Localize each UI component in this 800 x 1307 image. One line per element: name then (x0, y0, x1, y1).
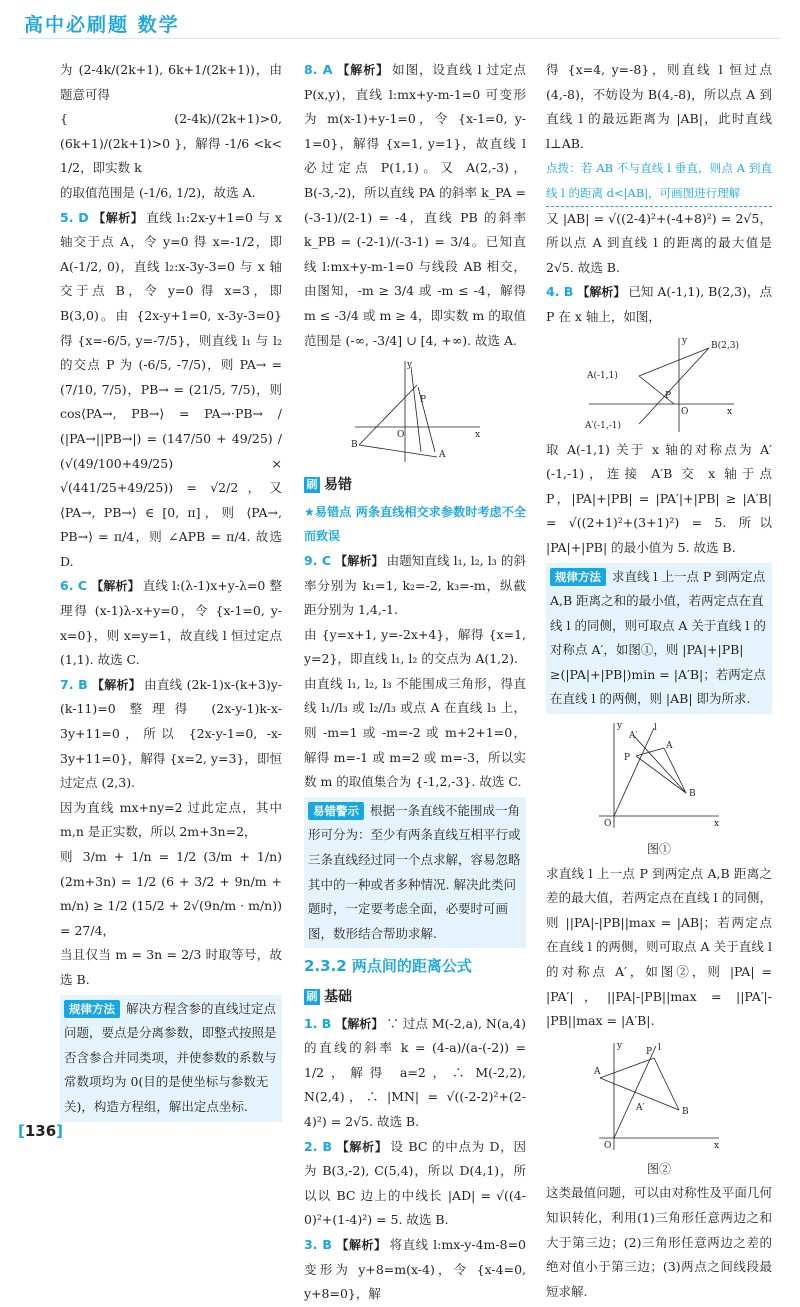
analysis-tag: 【解析】 (577, 285, 626, 300)
paragraph: 的取值范围是 (-1/6, 1/2)，故选 A. (60, 184, 256, 200)
figure-caption: 图② (646, 1161, 671, 1176)
point-label-a-prime: A′(-1,-1) (585, 420, 621, 431)
point-label-b: B (351, 440, 358, 451)
figure-q4 (579, 334, 739, 434)
column-2 (304, 58, 526, 1307)
question-7 (60, 673, 282, 796)
point-label-b: B(2,3) (711, 340, 739, 351)
method-text: 解决方程含参的直线过定点问题，要点是分离参数，即整式按照是否含参合并同类项，并使参数的系数与常数项均为 0(目的是使坐标与参数无关)，构造方程组，解出定点坐标. (64, 1000, 277, 1114)
question-text: 直线 l:(λ-1)x+y-λ=0 整理得 (x-1)λ-x+y=0，令 {x-1=0, y-x=0}，则 x=y=1，故直线 l 恒过定点 (1,1). 故选 C. (60, 578, 282, 668)
origin-label: O (681, 406, 689, 417)
section-icon: 刷 (304, 477, 320, 493)
analysis-tag: 【解析】 (335, 1237, 387, 1252)
question-number: 6. C (60, 578, 88, 594)
analysis-tag: 【解析】 (92, 210, 144, 225)
basic-question-2 (304, 1135, 526, 1233)
method-box (60, 995, 282, 1122)
paragraph: 为 (2-4k/(2k+1), 6k+1/(2k+1))，由题意可得 (60, 62, 282, 102)
question-text: 由题知直线 l₁, l₂, l₃ 的斜率分别为 k₁=1, k₂=-2, k₃=-m，纵截距分别为 1,4,-1. (304, 552, 526, 618)
question-number: 8. A (304, 62, 333, 77)
question-text: 由直线 (2k-1)x-(k+3)y-(k-11)=0 整理得 (2x-y-1)k-x-3y+11=0，所以 {2x-y-1=0, -x-3y+11=0}，解得 {x=2, y=3}，即恒过定点 (2,3). (60, 676, 283, 791)
question-text: 设 BC 的中点为 D，因为 B(3,-2), C(5,4)，所以 D(4,1)，所以以 BC 边上的中线长 |AD| = √((4-0)²+(1-4)²) = 5. 故选 B. (304, 1138, 526, 1228)
paragraph: { (2-4k)/(2k+1)>0, (6k+1)/(2k+1)>0 }，解得 -1/6 <k< 1/2，即实数 k (60, 111, 282, 176)
point-label-p: P (624, 753, 631, 764)
point-label-a-prime: A′ (629, 731, 638, 742)
analysis-tag: 【解析】 (91, 579, 140, 594)
page-header (20, 6, 780, 39)
axis-label-y: y (682, 335, 688, 346)
analysis-tag: 【解析】 (336, 1139, 388, 1154)
column-3 (546, 58, 772, 1304)
figure-1 (594, 718, 724, 833)
axis-label-x: x (475, 430, 481, 441)
question-text: 已知 A(-1,1), B(2,3)，点 P 在 x 轴上，如图， (546, 284, 772, 324)
question-text: 如图，设直线 l 过定点 P(x,y)，直线 l:mx+y-m-1=0 可变形为 m(x-1)+y-1=0，令 {x-1=0, y-1=0}，解得 {x=1, y=1}，故直线 l 必过定点 P(1,1)。又 A(2,-3)，B(-3,-2)，所以直线 PA 的斜率 k_PA = (-3-1)/(2-1) = -4，直线 PB 的斜率 k_PB = (-2-1)/(-3-1) = 3/4。已知直线 l:mx+y-m-1=0 与线段 AB 相交，由图知，-m ≥ 3/4 或 -m ≤ -4，解得 m ≤ -3/4 或 m ≥ 4，即实数 m 的取值范围是 (-∞, -3/4] ∪ [4, +∞). 故选 A. (304, 62, 526, 348)
point-label-p: P (665, 390, 672, 401)
warning-box (304, 797, 526, 949)
basic-question-1 (304, 1012, 526, 1135)
question-8 (304, 58, 526, 353)
question-9 (304, 549, 526, 623)
analysis-tag: 【解析】 (336, 63, 390, 77)
axis-label-y: y (407, 360, 413, 371)
origin-label: O (604, 819, 612, 830)
method-text: 求直线 l 上一点 P 到两定点 A,B 距离之和的最小值，若两定点在直线 l 的同侧，则可取点 A 关于直线 l 的对称点 A′，如图①，则 |PA|+|PB|≥(|PA|+|PB|)min = |A′B|；若两定点在直线 l 的两侧，则 |AB| 即为所求. (550, 568, 766, 707)
axis-label-x: x (714, 819, 720, 830)
axis-label-y: y (617, 1040, 623, 1051)
question-number: 9. C (304, 552, 332, 568)
basic-question-3 (304, 1233, 526, 1307)
question-number: 3. B (304, 1236, 332, 1252)
analysis-tag: 【解析】 (335, 1016, 384, 1031)
question-number: 1. B (304, 1015, 332, 1031)
section-icon: 刷 (304, 989, 320, 1005)
point-label-b: B (682, 1106, 689, 1117)
paragraph: 又 |AB| = √((2-4)²+(-4+8)²) = 2√5，所以点 A 到直线 l 的距离的最大值是 2√5. 故选 B. (546, 210, 772, 275)
point-label-a: A (594, 1066, 601, 1077)
warning-label: 易错警示 (308, 802, 364, 820)
paragraph: 因为直线 mx+ny=2 过此定点，其中 m,n 是正实数，所以 2m+3n=2， (60, 799, 282, 840)
warning-text: 根据一条直线不能围成一角形可分为：至少有两条直线互相平行或三条直线经过同一个点求解，容易忽略其中的一种或者多种情况. 解决此类问题时，一定要考虑全面，必要时可画图，数形结合帮助求解. (308, 802, 521, 941)
question-text: ∵ 过点 M(-2,a), N(a,4) 的直线的斜率 k = (4-a)/(a-(-2)) = 1/2，解得 a=2，∴ M(-2,2), N(2,4)，∴ |MN| = √((-2-2)²+(2-4)²) = 2√5. 故选 B. (304, 1015, 526, 1129)
paragraph: 当且仅当 m = 3n = 2/3 时取等号，故选 B. (60, 947, 282, 987)
paragraph: 则 3/m + 1/n = 1/2 (3/m + 1/n)(2m+3n) = 1/2 (6 + 3/2 + 9n/m + m/n) ≥ 1/2 (15/2 + 2√(9n/m · m/n)) = 27/4， (60, 849, 282, 938)
figure-caption: 图① (646, 842, 671, 857)
paragraph: 由直线 l₁, l₂, l₃ 不能围成三角形，得直线 l₁//l₃ 或 l₂//l₃ 或点 A 在直线 l₃ 上，则 -m=1 或 -m=-2 或 m+2+1=0，解得 m=-1 或 m=2 或 m=-3，所以实数 m 的取值集合为 {-1,2,-3}. 故选 C. (304, 675, 526, 790)
section-easy-wrong (304, 473, 526, 498)
point-label-p: P (420, 395, 427, 406)
question-number: 2. B (304, 1138, 333, 1154)
analysis-tag: 【解析】 (91, 677, 142, 692)
question-text: 直线 l₁:2x-y+1=0 与 x 轴交于点 A，令 y=0 得 x=-1/2，即 A(-1/2, 0)，直线 l₂:x-3y-3=0 与 x 轴交于点 B，令 y=0 得 x=3，即 B(3,0)。由 {2x-y+1=0, x-3y-3=0} 得 {x=-6/5, y=-7/5}，则直线 l₁ 与 l₂ 的交点 P 为 (-6/5, -7/5)，则 PA→ = (7/10, 7/5)，PB→ = (21/5, 7/5)，则 cos⟨PA→, PB→⟩ = PA→·PB→ / (|PA→||PB→|) = (147/50 + 49/25) / (√(49/100+49/25) × √(441/25+49/25)) = √2/2，又 ⟨PA→, PB→⟩ ∈ [0, π]，则 ⟨PA→, PB→⟩ = π/4，则 ∠APB = π/4. 故选 D. (60, 209, 282, 569)
point-label-a: A(-1,1) (587, 370, 618, 381)
line-label-l: l (658, 1042, 661, 1053)
question-6 (60, 574, 282, 672)
question-text: 将直线 l:mx-y-4m-8=0 变形为 y+8=m(x-4)，令 {x-4=0, y+8=0}，解 (304, 1236, 526, 1302)
axis-label-y: y (617, 721, 623, 732)
column-1 (60, 58, 282, 1124)
page-number-value: 136 (24, 1122, 57, 1140)
origin-label: O (397, 430, 405, 441)
axis-label-x: x (714, 1140, 720, 1151)
question-number: 4. B (546, 284, 574, 300)
origin-label: O (604, 1140, 612, 1151)
page-title: 高中必刷题 数学 (24, 14, 180, 36)
paragraph: 由 {y=x+1, y=-2x+4}，解得 {x=1, y=2}，即直线 l₁, l₂ 的交点为 A(1,2). (304, 626, 526, 667)
point-label-a-prime: A′ (636, 1102, 645, 1113)
method-label: 规律方法 (550, 568, 606, 586)
point-label-b: B (689, 789, 696, 800)
paragraph: 这类最值问题，可以由对称性及平面几何知识转化，利用(1)三角形任意两边之和大于第三边；(2)三角形任意两边之差的绝对值小于第三边；(3)两点之间线段最短求解. (546, 1185, 772, 1299)
method-box (546, 563, 772, 715)
easy-wrong-point: ★易错点 两条直线相交求参数时考虑不全而致误 (304, 504, 526, 544)
method-label: 规律方法 (64, 1000, 120, 1018)
paragraph: 取 A(-1,1) 关于 x 轴的对称点为 A′(-1,-1)，连接 A′B 交 x 轴于点 P，|PA|+|PB| = |PA′|+|PB| ≥ |A′B| = √((2+1)²+(3+1)²) = 5. 所以 |PA|+|PB| 的最小值为 5. 故选 B. (546, 441, 772, 555)
axis-label-x: x (727, 406, 733, 417)
question-number: 5. D (60, 209, 89, 225)
basic-question-4 (546, 280, 772, 329)
question-5 (60, 206, 282, 575)
section-title: 易错 (324, 477, 352, 494)
question-number: 7. B (60, 676, 88, 692)
point-label-a: A (666, 741, 673, 752)
paragraph: 求直线 l 上一点 P 到两定点 A,B 距离之差的最大值，若两定点在直线 l 的同侧，则 ||PA|-|PB||max = |AB|；若两定点在直线 l 的两侧，则可取点 A 关于直线 l 的对称点 A′，如图②，则 |PA| = |PA′|，||PA|-|PB||max = ||PA′|-|PB||max = |A′B|. (546, 865, 772, 1029)
point-label-p: P (646, 1046, 653, 1057)
page-number: [136] (18, 1122, 64, 1140)
point-label-a: A (439, 450, 446, 461)
section-basic (304, 985, 526, 1010)
section-title: 基础 (324, 989, 352, 1005)
figure-q8 (345, 357, 485, 467)
analysis-tag: 【解析】 (335, 553, 384, 568)
paragraph: 得 {x=4, y=-8}，则直线 l 恒过点 (4,-8)，不妨设为 B(4,-8)，所以点 A 到直线 l 的最远距离为 |AB|，此时直线 l⊥AB. (546, 62, 772, 151)
line-label-l: l (654, 723, 657, 734)
section-heading: 2.3.2 两点间的距离公式 (304, 957, 472, 976)
hint-note: 点拨：若 AB 不与直线 l 垂直，则点 A 到直线 l 的距离 d<|AB|，可画图进行理解 (546, 156, 772, 206)
figure-2 (594, 1038, 724, 1153)
